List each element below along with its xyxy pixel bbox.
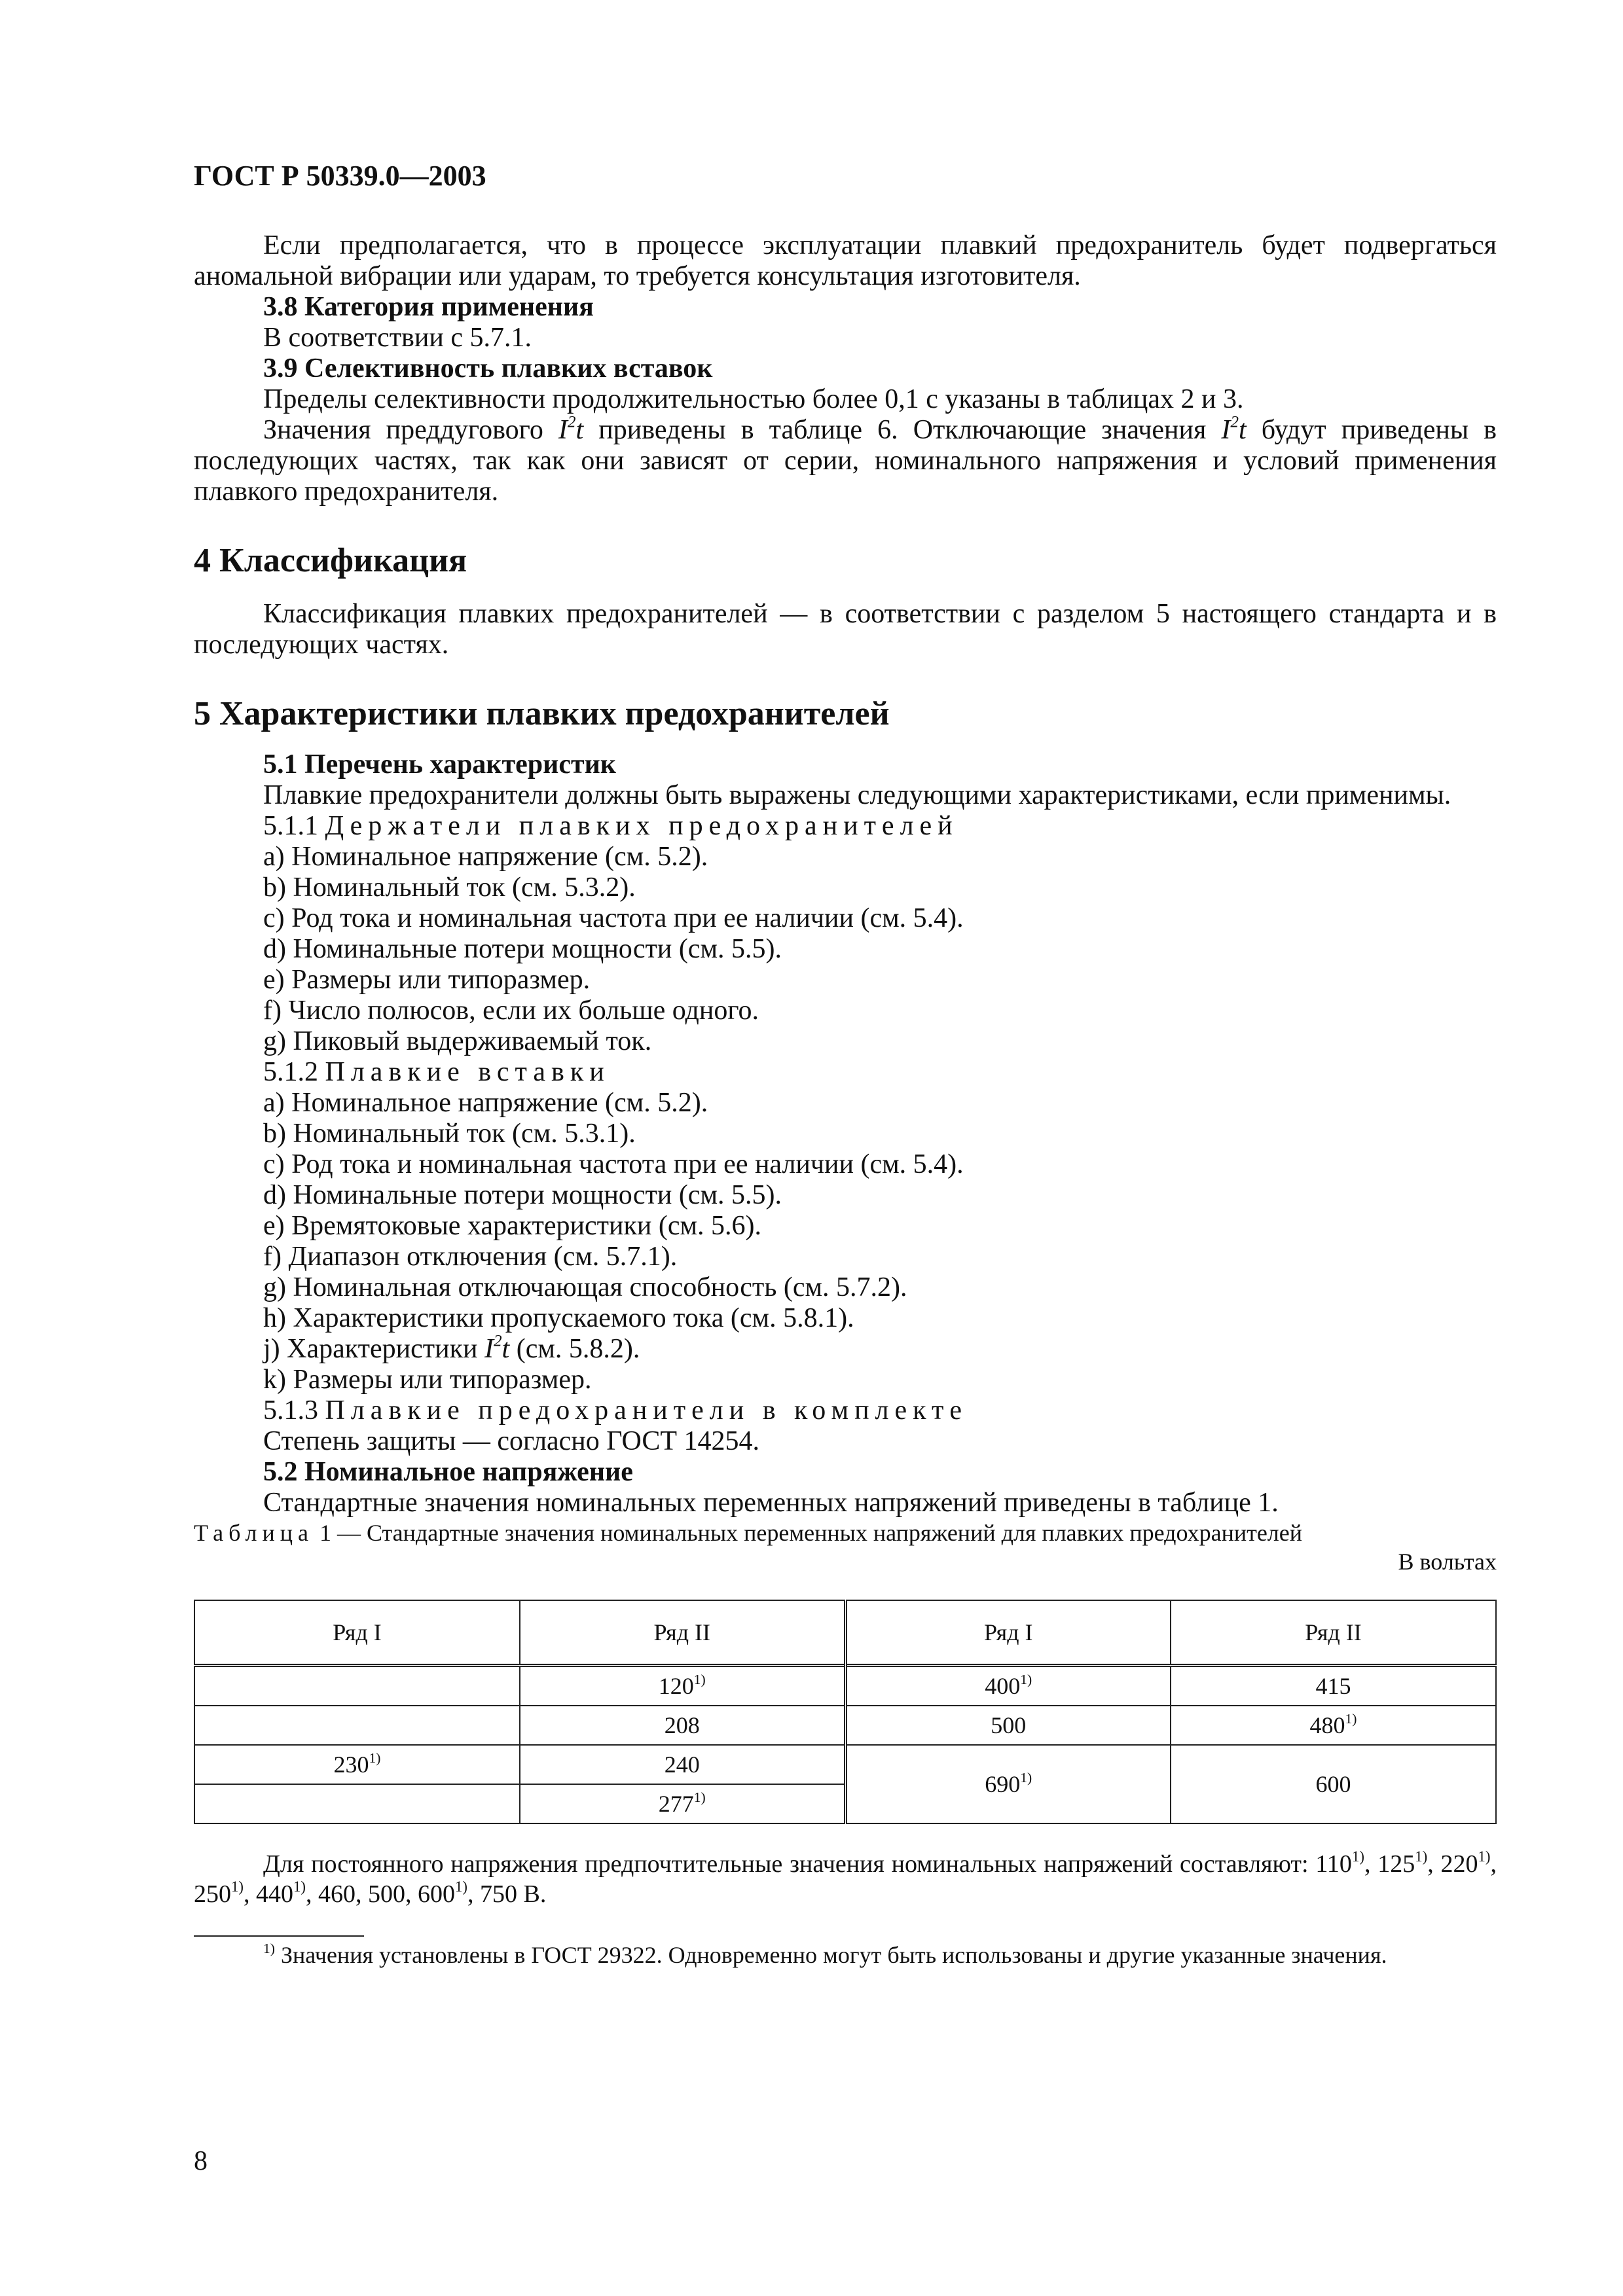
i2t-symbol: $I^2t$ <box>1221 413 1247 445</box>
list-item: g) Номинальная отключающая способность (см. 5.7.2). <box>263 1272 907 1302</box>
list-item: a) Номинальное напряжение (см. 5.2). <box>263 1088 708 1118</box>
list-item: e) Размеры или типоразмер. <box>263 965 591 995</box>
list-5-1-1 <box>194 842 1497 1057</box>
list-item: k) Размеры или типоразмер. <box>263 1365 592 1395</box>
table-cell: 230$^{1)}$ <box>194 1745 520 1784</box>
page-content <box>194 230 1497 1970</box>
table-cell: 240 <box>520 1745 845 1784</box>
list-item: c) Род тока и номинальная частота при ее наличии (см. 5.4). <box>263 1149 964 1179</box>
list-item: h) Характеристики пропускаемого тока (см. 5.8.1). <box>263 1303 854 1333</box>
table-cell: 400$^{1)}$ <box>845 1666 1171 1706</box>
section-heading-5-1: 5.1 Перечень характеристик <box>263 749 617 780</box>
paragraph: В соответствии с 5.7.1. <box>263 323 532 353</box>
page-number: 8 <box>194 2146 208 2176</box>
section-title-4: 4 Классификация <box>194 542 467 579</box>
list-item: f) Диапазон отключения (см. 5.7.1). <box>263 1242 678 1272</box>
table-cell: 120$^{1)}$ <box>520 1666 845 1706</box>
paragraph: Пределы селективности продолжительностью более 0,1 с указаны в таблицах 2 и 3. <box>263 384 1244 414</box>
table-cell: 690$^{1)}$ <box>845 1745 1171 1823</box>
paragraph: Степень защиты — согласно ГОСТ 14254. <box>263 1426 760 1456</box>
footnote: $^{1)}$ Значения установлены в ГОСТ 29322. Одновременно могут быть использованы и другие указанные значения. <box>263 1940 1387 1968</box>
list-item: b) Номинальный ток (см. 5.3.1). <box>263 1119 636 1149</box>
table-cell <box>194 1706 520 1745</box>
paragraph: Стандартные значения номинальных переменных напряжений приведены в таблице 1. <box>263 1488 1279 1518</box>
table-header-row <box>194 1600 1496 1666</box>
list-item: f) Число полюсов, если их больше одного. <box>263 996 759 1026</box>
table-cell: 480$^{1)}$ <box>1171 1706 1496 1745</box>
list-item: j) Характеристики $I^2t$ (см. 5.8.2). <box>263 1332 640 1364</box>
list-item: e) Времятоковые характеристики (см. 5.6). <box>263 1211 762 1241</box>
table-cell <box>194 1784 520 1823</box>
table-cell: 277$^{1)}$ <box>520 1784 845 1823</box>
list-item: c) Род тока и номинальная частота при ее наличии (см. 5.4). <box>263 903 964 933</box>
subsection-5-1-1: 5.1.1 Держатели плавких предохранителей <box>263 811 958 841</box>
section-heading-5-2: 5.2 Номинальное напряжение <box>263 1457 633 1487</box>
table-row <box>194 1745 1496 1784</box>
section-title-5: 5 Характеристики плавких предохранителей <box>194 695 890 732</box>
table-header-cell: Ряд II <box>520 1600 845 1666</box>
table-cell: 415 <box>1171 1666 1496 1706</box>
dc-voltage-note: Для постоянного напряжения предпочтительные значения номинальных напряжений составляют: 110$^{1)}$, 125$^{1)}$, 220$^{1)}$, 250$^{1)}$, 440$^{1)}$, 460, 500, 600$^{1)}$, 750 В. <box>194 1848 1497 1908</box>
list-item: d) Номинальные потери мощности (см. 5.5). <box>263 1180 782 1210</box>
list-item: b) Номинальный ток (см. 5.3.2). <box>263 872 636 903</box>
paragraph: Плавкие предохранители должны быть выражены следующими характеристиками, если применимы. <box>263 780 1451 810</box>
table-caption: Таблица 1 — Стандартные значения номинальных переменных напряжений для плавких предохранителей <box>194 1520 1303 1546</box>
section-heading-3-8: 3.8 Категория применения <box>263 292 594 322</box>
table-header-cell: Ряд I <box>845 1600 1171 1666</box>
i2t-symbol: $I^2t$ <box>484 1332 510 1364</box>
document-header: ГОСТ Р 50339.0—2003 <box>194 160 486 192</box>
list-item: d) Номинальные потери мощности (см. 5.5). <box>263 934 782 964</box>
table-units: В вольтах <box>1398 1549 1497 1575</box>
paragraph: Классификация плавких предохранителей — в соответствии с разделом 5 настоящего стандарта и в последующих частях. <box>194 599 1497 660</box>
table-cell: 500 <box>845 1706 1171 1745</box>
table-row <box>194 1706 1496 1745</box>
subsection-5-1-2: 5.1.2 Плавкие вставки <box>263 1057 610 1087</box>
list-5-1-2 <box>194 1088 1497 1395</box>
section-heading-3-9: 3.9 Селективность плавких вставок <box>263 353 713 384</box>
paragraph: Если предполагается, что в процессе эксплуатации плавкий предохранитель будет подвергаться аномальной вибрации или ударам, то требуется консультация изготовителя. <box>194 230 1497 291</box>
table-row <box>194 1666 1496 1706</box>
i2t-symbol: $I^2t$ <box>558 413 584 445</box>
table-header-cell: Ряд I <box>194 1600 520 1666</box>
table-cell <box>194 1666 520 1706</box>
table-cell: 600 <box>1171 1745 1496 1823</box>
table-cell: 208 <box>520 1706 845 1745</box>
list-item: g) Пиковый выдерживаемый ток. <box>263 1026 652 1056</box>
footnote-divider <box>194 1935 364 1937</box>
voltage-table <box>194 1600 1497 1824</box>
paragraph-i2t: Значения преддугового $I^2t$ приведены в таблице 6. Отключающие значения $I^2t$ будут приведены в последующих частях, так как они зависят от серии, номинального напряжения и условий применения плавкого предохранителя. <box>194 413 1497 507</box>
list-item: a) Номинальное напряжение (см. 5.2). <box>263 842 708 872</box>
subsection-5-1-3: 5.1.3 Плавкие предохранители в комплекте <box>263 1395 968 1426</box>
table-header-cell: Ряд II <box>1171 1600 1496 1666</box>
